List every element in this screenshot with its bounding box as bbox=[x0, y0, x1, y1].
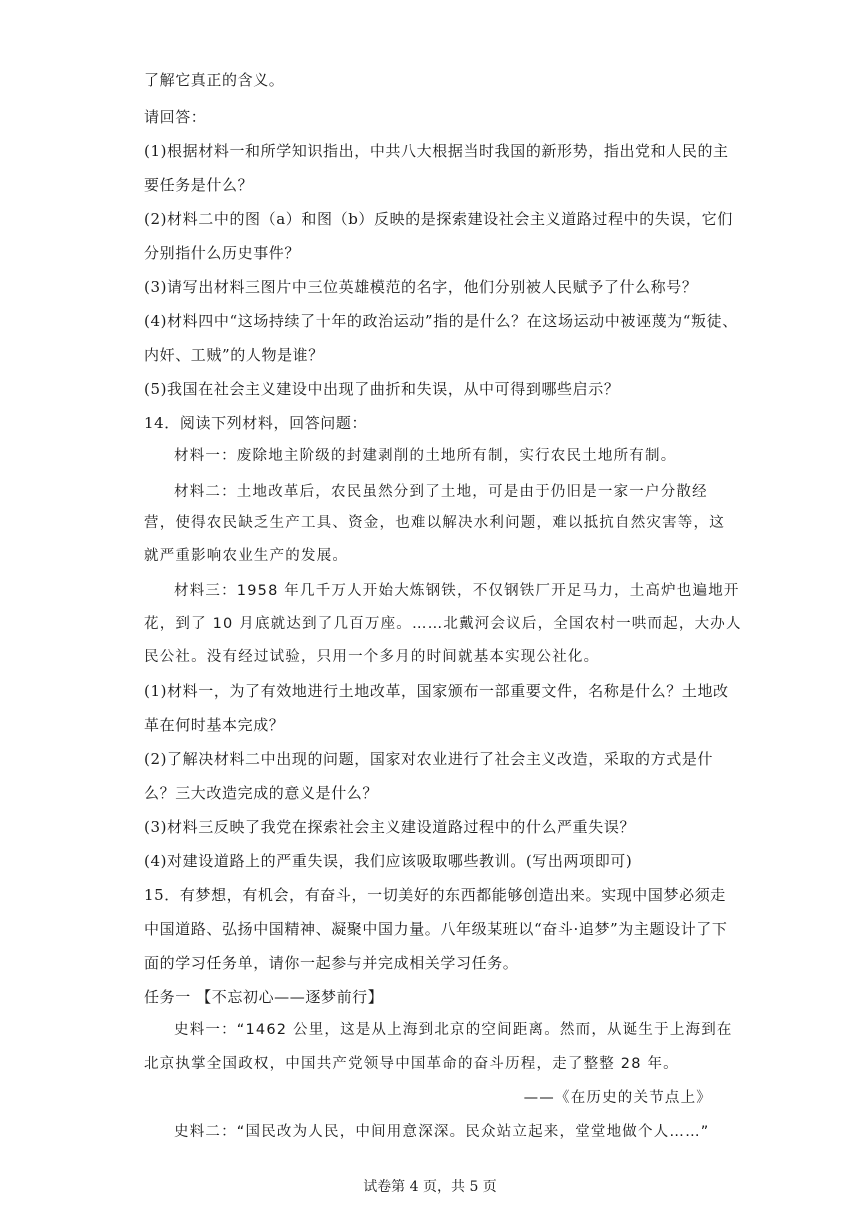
question-line: (1)根据材料一和所学知识指出，中共八大根据当时我国的新形势，指出党和人民的主 bbox=[144, 142, 729, 160]
material-line: 民公社。没有经过试验，只用一个多月的时间就基本实现公社化。 bbox=[144, 649, 600, 665]
source-line: 史料二：“国民改为人民，中间用意深深。民众站立起来，堂堂地做个人……” bbox=[174, 1124, 710, 1140]
question-heading: 14．阅读下列材料，回答问题： bbox=[144, 414, 368, 432]
material-line: 材料三：1958 年几千万人开始大炼钢铁，不仅钢铁厂开足马力，土高炉也遍地开 bbox=[174, 583, 740, 599]
text-line: 请回答： bbox=[144, 108, 207, 126]
material-line: 材料二：土地改革后，农民虽然分到了土地，可是由于仍旧是一家一户分散经 bbox=[174, 484, 708, 500]
question-line: (4)材料四中“这场持续了十年的政治运动”指的是什么？在这场运动中被诬蔑为“叛徒、 bbox=[144, 312, 738, 330]
page-footer: 试卷第 4 页，共 5 页 bbox=[363, 1179, 497, 1195]
question-line: 内奸、工贼”的人物是谁？ bbox=[144, 346, 324, 364]
question-line: 中国道路、弘扬中国精神、凝聚中国力量。八年级某班以“奋斗·追梦”为主题设计了下 bbox=[144, 920, 728, 938]
task-heading: 任务一 【不忘初心——逐梦前行】 bbox=[144, 988, 384, 1006]
material-line: 就严重影响农业生产的发展。 bbox=[144, 548, 349, 564]
question-line: (5)我国在社会主义建设中出现了曲折和失误，从中可得到哪些启示？ bbox=[144, 380, 620, 398]
material-line: 花，到了 10 月底就达到了几百万座。……北戴河会议后，全国农村一哄而起，大办人 bbox=[144, 616, 742, 632]
question-heading: 15．有梦想，有机会，有奋斗，一切美好的东西都能够创造出来。实现中国梦必须走 bbox=[144, 886, 726, 904]
question-line: (2)材料二中的图（a）和图（b）反映的是探索建设社会主义道路过程中的失误，它们 bbox=[144, 210, 733, 228]
question-line: (3)请写出材料三图片中三位英雄模范的名字，他们分别被人民赋予了什么称号？ bbox=[144, 278, 698, 296]
question-line: 分别指什么历史事件？ bbox=[144, 244, 301, 262]
source-line: 北京执掌全国政权，中国共产党领导中国革命的奋斗历程，走了整整 28 年。 bbox=[144, 1056, 679, 1072]
question-line: (2)了解决材料二中出现的问题，国家对农业进行了社会主义改造，采取的方式是什 bbox=[144, 750, 714, 768]
material-line: 营，使得农民缺乏生产工具、资金，也难以解决水利问题，难以抵抗自然灾害等，这 bbox=[144, 515, 725, 531]
material-line: 材料一：废除地主阶级的封建剥削的土地所有制，实行农民土地所有制。 bbox=[174, 448, 677, 464]
source-line: 史料一：“1462 公里，这是从上海到北京的空间距离。然而，从诞生于上海到在 bbox=[174, 1022, 733, 1038]
text-line: 了解它真正的含义。 bbox=[144, 71, 285, 89]
question-line: 么？三大改造完成的意义是什么？ bbox=[144, 784, 379, 802]
source-citation: ——《在历史的关节点上》 bbox=[523, 1090, 712, 1106]
question-line: (1)材料一，为了有效地进行土地改革，国家颁布一部重要文件，名称是什么？土地改 bbox=[144, 682, 729, 700]
question-line: (4)对建设道路上的严重失误，我们应该吸取哪些教训。(写出两项即可) bbox=[144, 852, 633, 870]
question-line: 面的学习任务单，请你一起参与并完成相关学习任务。 bbox=[144, 954, 519, 972]
question-line: 要任务是什么？ bbox=[144, 176, 254, 194]
question-line: 革在何时基本完成？ bbox=[144, 716, 285, 734]
question-line: (3)材料三反映了我党在探索社会主义建设道路过程中的什么严重失误？ bbox=[144, 818, 636, 836]
